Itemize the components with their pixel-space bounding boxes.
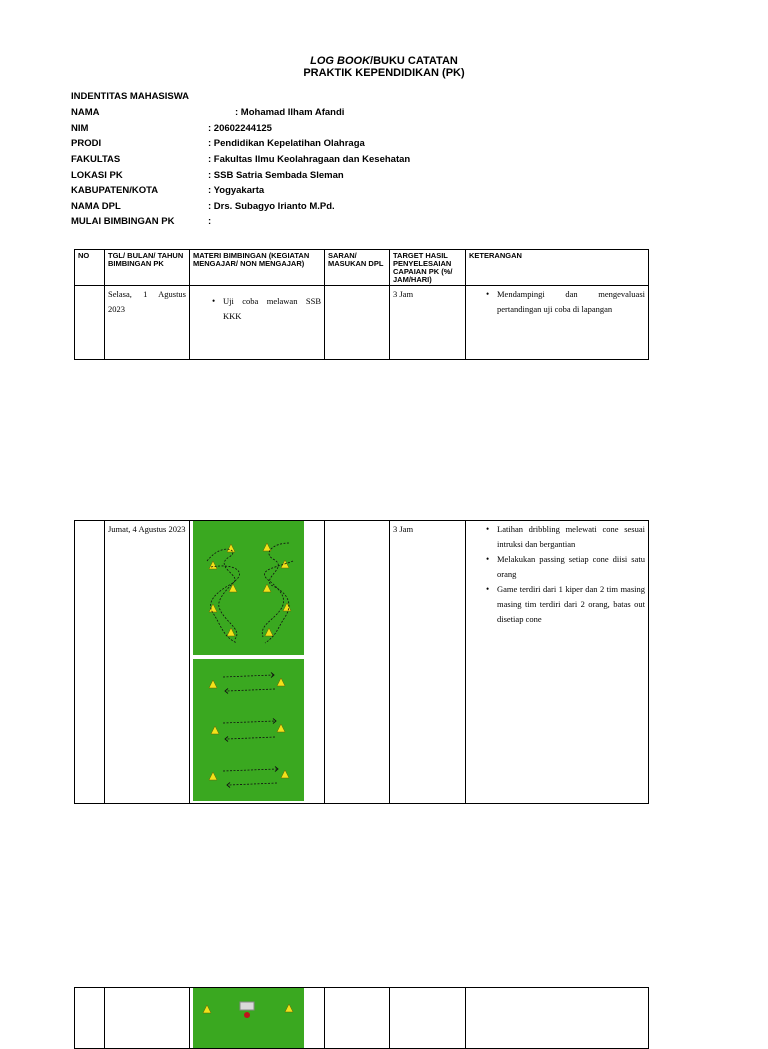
- table-row: [75, 521, 649, 804]
- identity-label: PRODI: [71, 138, 102, 149]
- cone-icon: [209, 772, 217, 780]
- identity-value: : Pendidikan Kepelatihan Olahraga: [208, 138, 365, 149]
- header-materi: MATERI BIMBINGAN (KEGIATAN MENGAJAR/ NON MENGAJAR): [190, 250, 325, 286]
- identity-label: LOKASI PK: [71, 170, 123, 181]
- cone-icon: [211, 726, 219, 734]
- title-rest: /BUKU CATATAN: [370, 55, 458, 67]
- pass-path: [227, 737, 275, 739]
- pass-path: [223, 675, 273, 677]
- cone-icon: [265, 628, 273, 636]
- row-keterangan: [466, 521, 649, 804]
- drill-diagram-dribbling: [193, 521, 304, 655]
- cone-icon: [227, 628, 235, 636]
- dribble-path: [262, 561, 293, 637]
- identity-label: NIM: [71, 123, 89, 134]
- identity-value: : SSB Satria Sembada Sleman: [208, 170, 344, 181]
- table-row: [75, 286, 649, 360]
- keterangan-item: • Melakukan passing setiap cone diisi satu orang: [497, 552, 645, 582]
- cone-icon: [283, 603, 291, 611]
- identity-value: : Drs. Subagyo Irianto M.Pd.: [208, 201, 335, 212]
- row-target: 3 Jam: [390, 286, 466, 360]
- identity-value: : Yogyakarta: [208, 185, 265, 196]
- passing-drill-svg: [193, 659, 304, 801]
- logbook-subtitle: PRAKTIK KEPENDIDIKAN (PK): [303, 67, 465, 79]
- row-keterangan: [466, 988, 649, 1049]
- identity-value: : Fakultas Ilmu Keolahragaan dan Kesehatan: [208, 154, 411, 165]
- drill-diagram-game: [193, 988, 304, 1048]
- identity-label: KABUPATEN/KOTA: [71, 185, 159, 196]
- goal-icon: [240, 1002, 254, 1010]
- header-target: TARGET HASIL PENYELESAIAN CAPAIAN PK (%/ JAM/HARI): [390, 250, 466, 286]
- header-no: NO: [75, 250, 105, 286]
- header-saran: SARAN/ MASUKAN DPL: [325, 250, 390, 286]
- cone-icon: [281, 770, 289, 778]
- row-date: Jumat, 4 Agustus 2023: [105, 521, 190, 804]
- keterangan-item: • Latihan dribbling melewati cone sesuai intruksi dan bergantian: [497, 522, 645, 552]
- cone-icon: [229, 584, 237, 592]
- identity-value: : Mohamad Ilham Afandi: [235, 107, 345, 118]
- drill-diagram-passing: [193, 659, 304, 801]
- row-date: Selasa, 1 Agustus 2023: [105, 286, 190, 360]
- log-table-continued: [74, 520, 649, 804]
- cone-icon: [203, 1005, 211, 1013]
- row-target: [390, 988, 466, 1049]
- cone-icon: [263, 584, 271, 592]
- materi-item: • Uji coba melawan SSB KKK: [223, 294, 321, 324]
- log-table-next: [74, 987, 649, 1049]
- table-row: [75, 988, 649, 1049]
- pass-path: [229, 783, 277, 785]
- cone-icon: [209, 561, 217, 569]
- row-materi: [190, 521, 325, 804]
- goalkeeper-icon: [244, 1012, 250, 1018]
- identity-heading: INDENTITAS MAHASISWA: [71, 91, 190, 102]
- cone-icon: [277, 678, 285, 686]
- cone-icon: [263, 543, 271, 551]
- row-saran: [325, 988, 390, 1049]
- identity-label: FAKULTAS: [71, 154, 121, 165]
- identity-value: :: [208, 216, 212, 227]
- identity-label: MULAI BIMBINGAN PK: [71, 216, 175, 227]
- identity-label: NAMA: [71, 107, 100, 118]
- title-italic: LOG BOOK: [310, 55, 371, 67]
- row-keterangan: [466, 286, 649, 360]
- row-no: [75, 988, 105, 1049]
- cone-icon: [227, 544, 235, 552]
- cone-icon: [285, 1004, 293, 1012]
- dribble-path: [265, 543, 289, 643]
- row-materi: [190, 988, 325, 1049]
- row-no: [75, 286, 105, 360]
- header-keterangan: KETERANGAN: [466, 250, 649, 286]
- cone-icon: [209, 680, 217, 688]
- keterangan-item: • Mendampingi dan mengevaluasi pertandingan uji coba di lapangan: [497, 287, 645, 317]
- dribble-path: [211, 566, 239, 639]
- dribbling-drill-svg: [193, 521, 304, 655]
- logbook-title: [0, 55, 768, 67]
- pass-path: [223, 721, 275, 723]
- row-materi: [190, 286, 325, 360]
- table-header-row: [75, 250, 649, 286]
- keterangan-item: • Game terdiri dari 1 kiper dan 2 tim masing masing tim terdiri dari 2 orang, batas out disetiap cone: [497, 582, 645, 627]
- row-date: [105, 988, 190, 1049]
- identity-value: : 20602244125: [208, 123, 272, 134]
- row-no: [75, 521, 105, 804]
- row-saran: [325, 521, 390, 804]
- game-drill-svg: [193, 988, 304, 1048]
- row-saran: [325, 286, 390, 360]
- pass-path: [227, 689, 275, 691]
- row-target: 3 Jam: [390, 521, 466, 804]
- header-date: TGL/ BULAN/ TAHUN BIMBINGAN PK: [105, 250, 190, 286]
- log-table: [74, 249, 649, 360]
- identity-label: NAMA DPL: [71, 201, 121, 212]
- cone-icon: [277, 724, 285, 732]
- pass-path: [223, 769, 277, 771]
